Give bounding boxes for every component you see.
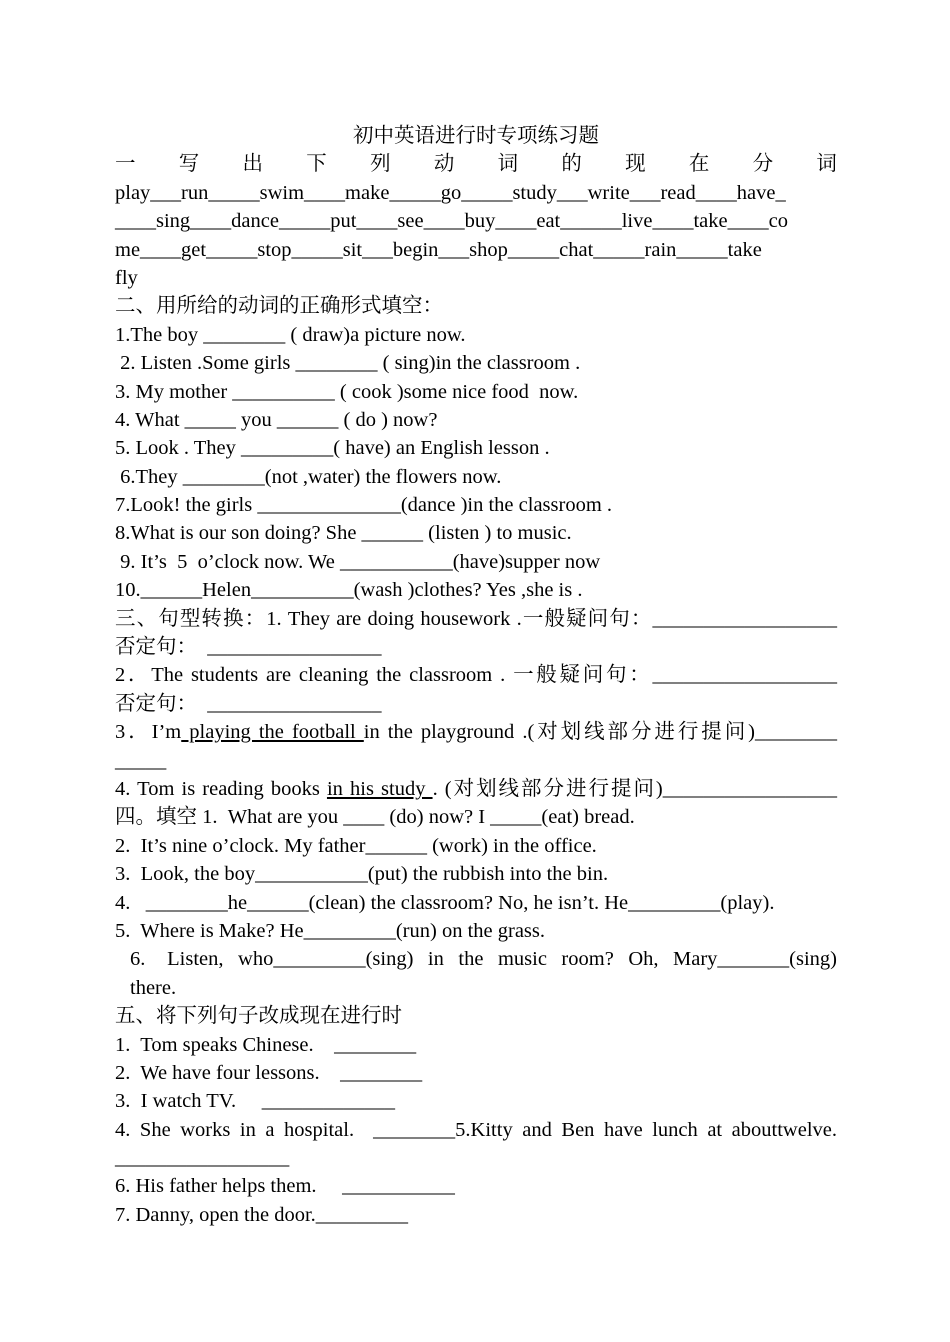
exercise-item: 9. It’s 5 o’clock now. We ___________(have)supper now	[115, 550, 601, 573]
exercise-item: 6. His father helps them. ___________	[115, 1175, 455, 1198]
section3-line: _____	[115, 749, 167, 772]
exercise-item: 1.The boy ________ ( draw)a picture now.	[115, 323, 466, 346]
section2-heading: 二、用所给的动词的正确形式填空：	[115, 295, 443, 318]
verb-list-line: ____sing____dance_____put____see____buy____eat______live____take____co	[115, 210, 788, 233]
section1-heading	[115, 150, 837, 178]
section3-question-4	[115, 775, 837, 803]
exercise-item: 7. Danny, open the door._________	[115, 1203, 409, 1226]
heading-char: 分	[752, 153, 774, 176]
exercise-item: 5. Where is Make? He_________(run) on the grass.	[115, 919, 546, 942]
section3-line: 三、句型转换：1. They are doing housework .一般疑问句：__________________	[115, 607, 837, 630]
exercise-item: 4. She works in a hospital. ________5.Kitty and Ben have lunch at abouttwelve.	[115, 1118, 837, 1141]
exercise-item: 3. I watch TV. _____________	[115, 1090, 395, 1113]
heading-char: 列	[370, 153, 391, 176]
exercise-item: 3. My mother __________ ( cook )some nice food now.	[115, 380, 579, 403]
section4-question-6	[115, 945, 837, 1002]
heading-char: 在	[688, 153, 710, 176]
q6-line: there.	[130, 976, 177, 999]
heading-char: 词	[497, 153, 519, 176]
verb-list-line: play___run_____swim____make_____go_____study___write___read____have_	[115, 181, 786, 204]
heading-char: 的	[561, 153, 582, 176]
heading-char: 下	[306, 153, 327, 176]
exercise-item: 8.What is our son doing? She ______ (listen ) to music.	[115, 522, 572, 545]
q4-prefix: 4. Tom is reading books	[115, 777, 327, 800]
verb-list-line: me____get_____stop_____sit___begin___shop_____chat_____rain_____take	[115, 238, 762, 261]
heading-char: 一	[115, 153, 136, 176]
page-title: 初中英语进行时专项练习题	[353, 125, 599, 147]
exercise-item: 3. Look, the boy___________(put) the rubbish into the bin.	[115, 863, 609, 886]
heading-char: 现	[625, 153, 646, 176]
q6-line: 6. Listen, who_________(sing) in the music room? Oh, Mary_______(sing)	[130, 948, 837, 971]
q3-underlined-phrase: playing the football	[181, 721, 364, 744]
exercise-item: 6.They ________(not ,water) the flowers now.	[115, 465, 502, 488]
exercise-item: 10.______Helen__________(wash )clothes? Yes ,she is .	[115, 579, 583, 602]
heading-char: 出	[242, 153, 264, 176]
exercise-item: 1. Tom speaks Chinese. ________	[115, 1033, 417, 1056]
section3-line: 否定句： _________________	[115, 692, 382, 715]
worksheet	[115, 122, 837, 1229]
heading-char: 写	[178, 153, 200, 176]
q4-underlined-phrase: in his study	[326, 777, 433, 800]
exercise-item: 4. What _____ you ______ ( do ) now?	[115, 408, 438, 431]
exercise-item: 2. We have four lessons. ________	[115, 1061, 423, 1084]
exercise-item: 四。填空 1. What are you ____ (do) now? I _____(eat) bread.	[115, 806, 635, 829]
exercise-item: 2. Listen .Some girls ________ ( sing)in the classroom .	[115, 352, 581, 375]
heading-char: 动	[433, 153, 455, 176]
exercise-item: 2. It’s nine o’clock. My father______ (work) in the office.	[115, 834, 597, 857]
verb-list-line: fly	[115, 266, 138, 289]
heading-char: 词	[816, 153, 837, 176]
exercise-item: 4. ________he______(clean) the classroom? No, he isn’t. He_________(play).	[115, 891, 775, 914]
q3-prefix: 3．I’m	[115, 721, 182, 744]
q4-suffix: . (对划线部分进行提问)_________________	[432, 777, 837, 800]
section5-heading: 五、将下列句子改成现在进行时	[115, 1005, 402, 1028]
section3-line: 2．The students are cleaning the classroom . 一般疑问句：__________________	[115, 664, 837, 687]
section3-line: 否定句： _________________	[115, 636, 382, 659]
exercise-item: 7.Look! the girls ______________(dance )in the classroom .	[115, 494, 613, 517]
q3-suffix: in the playground .(对划线部分进行提问)________	[363, 721, 838, 744]
exercise-item: 5. Look . They _________( have) an English lesson .	[115, 437, 550, 460]
section3-question-3	[115, 718, 837, 746]
exercise-item: _________________	[115, 1147, 290, 1170]
